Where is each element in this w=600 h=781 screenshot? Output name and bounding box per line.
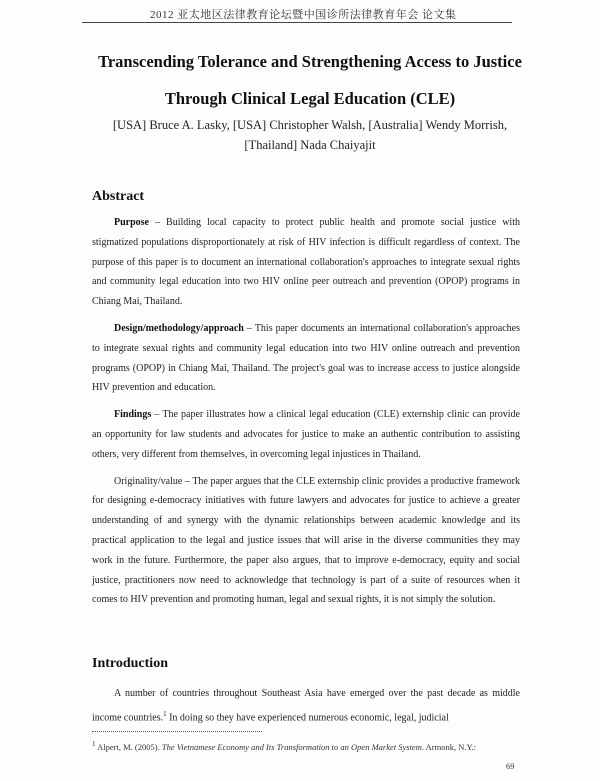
footnote-reference: 1 [163, 710, 167, 718]
intro-text-before: A number of countries throughout Southeast Asia have emerged over the past decade as middle income countries. [92, 688, 520, 724]
footnote-author: Alpert, M. (2005). [95, 741, 162, 752]
footnote-marker: 1 [92, 740, 96, 748]
design-text: – This paper documents an international collaboration's approaches to integrate sexual rights and community legal education into two HIV online outreach and prevention programs (OPOP) in Chiang Mai, Thailand. The project's goal was to increase access to justice alongside HIV prevention and education. [92, 322, 520, 394]
paper-title-line-2: Through Clinical Legal Education (CLE) [164, 89, 456, 108]
footnote-title: The Vietnamese Economy and Its Transformation to an Open Market System [161, 741, 422, 752]
footnote-rule [92, 731, 262, 732]
design-label: Design/methodology/approach [114, 322, 244, 334]
introduction-heading: Introduction [92, 656, 168, 671]
header-rule [82, 22, 512, 23]
intro-text-after: In doing so they have experienced numerous economic, legal, judicial [166, 712, 449, 724]
abstract-body [92, 213, 520, 617]
footnote [92, 740, 522, 752]
purpose-paragraph [92, 213, 520, 312]
findings-label: Findings [114, 409, 152, 421]
purpose-text: – Building local capacity to protect public health and promote social justice with stigmatized populations disproportionately at risk of HIV infection is difficult regardless of context. The purpose of this paper is to document an international collaboration's approaches to integrate sexual rights and community legal education into two HIV online peer outreach and prevention (OPOP) programs in Chiang Mai, Thailand. [92, 217, 520, 308]
authors-line-1: [USA] Bruce A. Lasky, [USA] Christopher Walsh, [Australia] Wendy Morrish, [112, 118, 508, 132]
introduction-body [92, 684, 520, 728]
originality-paragraph: Originality/value – The paper argues that the CLE externship clinic provides a productive framework for designing e-democracy initiatives with future lawyers and advocates for justice to achieve a greater understanding of and synergy with the dynamic relationships between academic knowledge and its practical application to the legal and justice issues that will arise in the diverse communities they may work in the future. Furthermore, the paper also argues, that to improve e-democracy, equity and social justice, practitioners now need to acknowledge that technology is part of a suite of resources when it comes to HIV prevention and promoting human, legal and sexual rights, it is not simply the solution. [92, 475, 520, 606]
purpose-label: Purpose [114, 217, 149, 228]
findings-paragraph [92, 405, 520, 464]
abstract-heading: Abstract [92, 189, 145, 204]
design-paragraph [92, 319, 520, 398]
paper-title-line-1: Transcending Tolerance and Strengthening Access to Justice [98, 52, 522, 71]
page-number: 69 [506, 761, 515, 771]
authors-line-2: [Thailand] Nada Chaiyajit [244, 138, 376, 152]
running-header: 2012 亚太地区法律教育论坛暨中国诊所法律教育年会 论文集 [150, 9, 457, 21]
introduction-paragraph [92, 684, 520, 728]
footnote-rest: . Armonk, N.Y.: [421, 741, 477, 752]
findings-text: – The paper illustrates how a clinical legal education (CLE) externship clinic can provide an opportunity for law students and advocates for justice to make an authentic contribution to assisting others, very different from themselves, in overcoming legal injustices in Thailand. [92, 409, 520, 460]
